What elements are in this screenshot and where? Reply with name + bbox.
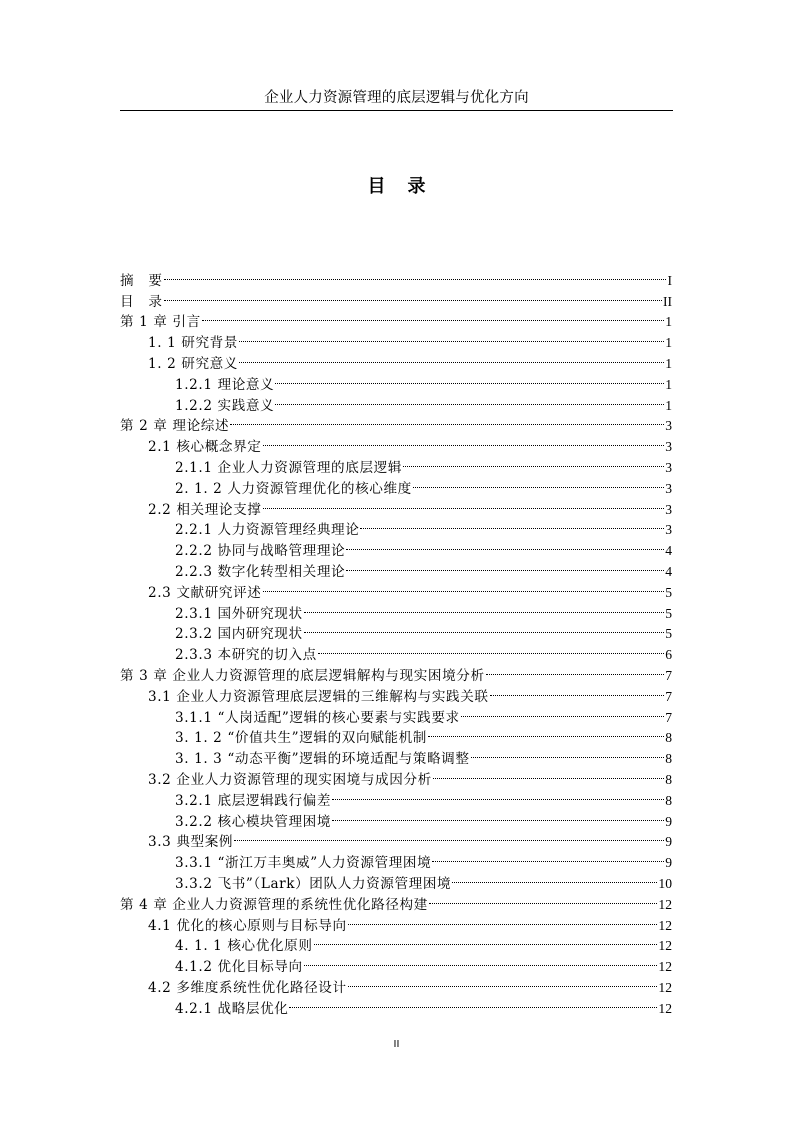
toc-entry-page-number: 10	[658, 875, 672, 891]
toc-entry-label: 3.2.2 核心模块管理困境	[175, 813, 332, 830]
toc-entry-label: 4.1.2 优化目标导向	[175, 959, 303, 976]
toc-entry-label: 2.2 相关理论支撑	[148, 501, 262, 518]
toc-entry-label: 3.3.2 飞书”（Lark）团队人力资源管理困境	[175, 875, 452, 892]
dot-leader	[461, 701, 664, 722]
dot-leader	[304, 950, 658, 971]
toc-entry-label: 第 2 章 理论综述	[120, 418, 230, 435]
dot-leader	[486, 659, 665, 680]
toc-entry-label: 2.2.1 人力资源管理经典理论	[175, 522, 360, 539]
toc-entry[interactable]	[120, 306, 672, 331]
toc-entry-label: 2.3.2 国内研究现状	[175, 626, 303, 643]
toc-entry-page-number: 1	[665, 376, 672, 392]
dot-leader	[263, 430, 665, 451]
toc-entry-page-number: 3	[665, 459, 672, 475]
dot-leader	[490, 680, 665, 701]
dot-leader	[234, 826, 664, 847]
toc-entry-label: 3. 1. 3 “动态平衡”逻辑的环境适配与策略调整	[175, 751, 470, 768]
toc-title-char-2: 录	[407, 176, 426, 197]
running-header: 企业人力资源管理的底层逻辑与优化方向	[264, 90, 529, 106]
toc-entry-label: 3.1 企业人力资源管理底层逻辑的三维解构与实践关联	[148, 688, 489, 705]
table-of-contents	[120, 264, 672, 1017]
toc-entry-page-number: 9	[665, 813, 672, 829]
toc-entry-label: 2.3.3 本研究的切入点	[175, 647, 317, 664]
toc-entry-label: 4.2 多维度系统性优化路径设计	[148, 979, 347, 996]
dot-leader	[275, 368, 664, 389]
toc-entry[interactable]	[120, 326, 672, 352]
toc-entry-label: 摘 要	[120, 272, 163, 289]
toc-entry-label: 2. 1. 2 人力资源管理优化的核心维度	[175, 480, 412, 497]
dot-leader	[332, 805, 664, 826]
toc-entry-label: 第 4 章 企业人力资源管理的系统性优化路径构建	[120, 896, 428, 913]
toc-entry-page-number: 5	[665, 626, 672, 642]
dot-leader	[318, 638, 664, 659]
toc-title-char-1: 目	[367, 176, 386, 197]
toc-entry-page-number: 3	[665, 480, 672, 496]
toc-entry-label: 目 录	[120, 293, 163, 310]
toc-entry-label: 2.1.1 企业人力资源管理的底层逻辑	[175, 459, 403, 476]
header-divider	[120, 110, 673, 111]
toc-entry-label: 1. 1 研究背景	[148, 335, 239, 352]
toc-entry-page-number: 7	[665, 667, 672, 683]
toc-entry-page-number: 12	[658, 896, 672, 912]
toc-entry-page-number: 8	[665, 751, 672, 767]
toc-entry-page-number: I	[667, 272, 672, 288]
dot-leader	[452, 867, 657, 888]
toc-entry-page-number: 12	[658, 959, 672, 975]
dot-leader	[432, 846, 664, 867]
toc-entry-label: 2.1 核心概念界定	[148, 439, 262, 456]
toc-entry-page-number: II	[662, 293, 672, 309]
dot-leader	[239, 326, 664, 347]
toc-entry-page-number: 3	[665, 522, 672, 538]
dot-leader	[230, 410, 664, 431]
dot-leader	[263, 493, 665, 514]
dot-leader	[202, 306, 664, 327]
dot-leader	[413, 472, 664, 493]
dot-leader	[403, 451, 664, 472]
toc-entry-page-number: 5	[665, 605, 672, 621]
toc-entry-page-number: 1	[665, 397, 672, 413]
toc-entry-label: 3. 1. 2 “价值共生”逻辑的双向赋能机制	[175, 730, 427, 747]
toc-entry-page-number: 12	[658, 917, 672, 933]
toc-entry-label: 1.2.2 实践意义	[175, 397, 275, 414]
toc-entry-label: 4.2.1 战略层优化	[175, 1000, 289, 1017]
toc-entry-label: 1.2.1 理论意义	[175, 376, 275, 393]
toc-entry-label: 第 1 章 引言	[120, 314, 201, 331]
toc-entry-page-number: 5	[665, 584, 672, 600]
toc-entry-page-number: 12	[658, 1000, 672, 1016]
toc-entry-page-number: 8	[665, 730, 672, 746]
toc-entry-page-number: 12	[658, 979, 672, 995]
toc-entry-page-number: 3	[665, 501, 672, 517]
toc-entry-page-number: 9	[665, 834, 672, 850]
toc-entry-page-number: 4	[665, 563, 672, 579]
toc-entry-label: 1. 2 研究意义	[148, 355, 239, 372]
toc-entry-label: 2.3.1 国外研究现状	[175, 605, 303, 622]
toc-entry-label: 2.3 文献研究评述	[148, 584, 262, 601]
dot-leader	[304, 618, 665, 639]
toc-entry-page-number: 7	[665, 688, 672, 704]
toc-entry-page-number: 3	[665, 418, 672, 434]
dot-leader	[263, 576, 665, 597]
page-number: II	[393, 1039, 400, 1050]
toc-entry[interactable]	[120, 264, 672, 289]
dot-leader	[164, 264, 667, 285]
toc-entry-page-number: 4	[665, 543, 672, 559]
dot-leader	[348, 971, 658, 992]
toc-entry-page-number: 1	[665, 314, 672, 330]
toc-entry-page-number: 1	[665, 335, 672, 351]
dot-leader	[346, 534, 664, 555]
dot-leader	[314, 930, 658, 951]
toc-entry-page-number: 9	[665, 855, 672, 871]
dot-leader	[275, 389, 664, 410]
toc-entry-label: 4. 1. 1 核心优化原则	[175, 938, 313, 955]
toc-entry-label: 3.3.1 “浙江万丰奥威”人力资源管理困境	[175, 855, 432, 872]
dot-leader	[239, 347, 664, 368]
dot-leader	[304, 597, 665, 618]
toc-entry-page-number: 6	[665, 647, 672, 663]
dot-leader	[346, 555, 664, 576]
dot-leader	[429, 888, 658, 909]
toc-entry-label: 4.1 优化的核心原则与目标导向	[148, 917, 347, 934]
toc-entry-page-number: 8	[665, 771, 672, 787]
toc-entry-label: 3.2.1 底层逻辑践行偏差	[175, 792, 332, 809]
toc-entry-page-number: 3	[665, 439, 672, 455]
toc-entry-page-number: 8	[665, 792, 672, 808]
dot-leader	[360, 514, 664, 535]
toc-entry-label: 第 3 章 企业人力资源管理的底层逻辑解构与现实困境分析	[120, 667, 485, 684]
toc-entry-page-number: 7	[665, 709, 672, 725]
dot-leader	[164, 285, 662, 306]
dot-leader	[289, 992, 657, 1013]
toc-entry-label: 3.2 企业人力资源管理的现实困境与成因分析	[148, 771, 432, 788]
dot-leader	[433, 763, 664, 784]
toc-entry-label: 2.2.2 协同与战略管理理论	[175, 543, 346, 560]
dot-leader	[428, 722, 664, 743]
toc-entry-label: 2.2.3 数字化转型相关理论	[175, 563, 346, 580]
toc-entry-label: 3.1.1 “人岗适配”逻辑的核心要素与实践要求	[175, 709, 460, 726]
toc-entry-label: 3.3 典型案例	[148, 834, 234, 851]
toc-entry[interactable]	[120, 285, 672, 310]
dot-leader	[471, 742, 665, 763]
toc-entry-page-number: 12	[658, 938, 672, 954]
toc-entry-page-number: 1	[665, 355, 672, 371]
dot-leader	[332, 784, 664, 805]
dot-leader	[348, 909, 658, 930]
toc-title	[0, 172, 793, 198]
